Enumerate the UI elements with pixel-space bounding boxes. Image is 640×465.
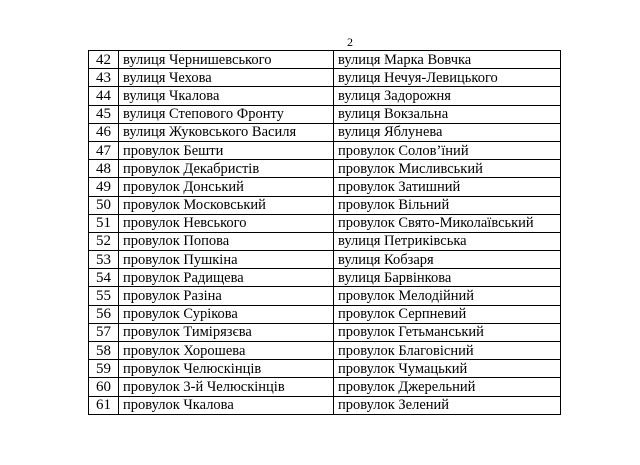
old-street-name: вулиця Степового Фронту [119, 105, 334, 123]
row-number: 43 [89, 69, 119, 87]
old-street-name: провулок Тимірязєва [119, 323, 334, 341]
table-row [89, 232, 561, 250]
new-street-name: провулок Свято-Миколаївський [334, 214, 561, 232]
old-street-name: провулок Пушкіна [119, 251, 334, 269]
row-number: 45 [89, 105, 119, 123]
new-street-name: провулок Мисливський [334, 160, 561, 178]
old-street-name: провулок 3-й Челюскінців [119, 378, 334, 396]
new-street-name: провулок Мелодійний [334, 287, 561, 305]
old-street-name: провулок Донський [119, 178, 334, 196]
row-number: 47 [89, 141, 119, 159]
row-number: 49 [89, 178, 119, 196]
table-row [89, 269, 561, 287]
table-row [89, 251, 561, 269]
old-street-name: вулиця Чехова [119, 69, 334, 87]
new-street-name: провулок Затишний [334, 178, 561, 196]
old-street-name: провулок Радищева [119, 269, 334, 287]
row-number: 42 [89, 51, 119, 69]
table-row [89, 323, 561, 341]
new-street-name: провулок Чумацький [334, 360, 561, 378]
new-street-name: вулиця Барвінкова [334, 269, 561, 287]
table-row [89, 396, 561, 414]
old-street-name: вулиця Чкалова [119, 87, 334, 105]
row-number: 53 [89, 251, 119, 269]
old-street-name: провулок Попова [119, 232, 334, 250]
old-street-name: провулок Декабристів [119, 160, 334, 178]
old-street-name: вулиця Жуковського Василя [119, 123, 334, 141]
new-street-name: провулок Серпневий [334, 305, 561, 323]
new-street-name: провулок Зелений [334, 396, 561, 414]
new-street-name: провулок Солов’їний [334, 141, 561, 159]
row-number: 60 [89, 378, 119, 396]
page-number: 2 [347, 35, 353, 49]
table-row [89, 123, 561, 141]
old-street-name: провулок Сурікова [119, 305, 334, 323]
new-street-name: вулиця Задорожня [334, 87, 561, 105]
row-number: 52 [89, 232, 119, 250]
new-street-name: провулок Гетьманський [334, 323, 561, 341]
table-row [89, 105, 561, 123]
old-street-name: вулиця Чернишевського [119, 51, 334, 69]
new-street-name: вулиця Марка Вовчка [334, 51, 561, 69]
table-row [89, 69, 561, 87]
table-row [89, 160, 561, 178]
table-row [89, 360, 561, 378]
row-number: 44 [89, 87, 119, 105]
table-row [89, 342, 561, 360]
street-rename-table [88, 50, 561, 415]
table-row [89, 178, 561, 196]
row-number: 59 [89, 360, 119, 378]
old-street-name: провулок Челюскінців [119, 360, 334, 378]
new-street-name: провулок Вільний [334, 196, 561, 214]
new-street-name: провулок Благовісний [334, 342, 561, 360]
new-street-name: вулиця Нечуя-Левицького [334, 69, 561, 87]
table-row [89, 287, 561, 305]
old-street-name: провулок Разіна [119, 287, 334, 305]
table-row [89, 141, 561, 159]
table-row [89, 305, 561, 323]
row-number: 56 [89, 305, 119, 323]
table-row [89, 214, 561, 232]
new-street-name: вулиця Яблунева [334, 123, 561, 141]
row-number: 54 [89, 269, 119, 287]
old-street-name: провулок Бешти [119, 141, 334, 159]
new-street-name: вулиця Кобзаря [334, 251, 561, 269]
table-row [89, 51, 561, 69]
row-number: 58 [89, 342, 119, 360]
table-row [89, 87, 561, 105]
row-number: 46 [89, 123, 119, 141]
row-number: 55 [89, 287, 119, 305]
table-row [89, 196, 561, 214]
new-street-name: провулок Джерельний [334, 378, 561, 396]
new-street-name: вулиця Петриківська [334, 232, 561, 250]
new-street-name: вулиця Вокзальна [334, 105, 561, 123]
row-number: 51 [89, 214, 119, 232]
old-street-name: провулок Чкалова [119, 396, 334, 414]
row-number: 61 [89, 396, 119, 414]
old-street-name: провулок Невського [119, 214, 334, 232]
old-street-name: провулок Московський [119, 196, 334, 214]
row-number: 50 [89, 196, 119, 214]
row-number: 48 [89, 160, 119, 178]
row-number: 57 [89, 323, 119, 341]
table-body [89, 51, 561, 415]
table-row [89, 378, 561, 396]
old-street-name: провулок Хорошева [119, 342, 334, 360]
